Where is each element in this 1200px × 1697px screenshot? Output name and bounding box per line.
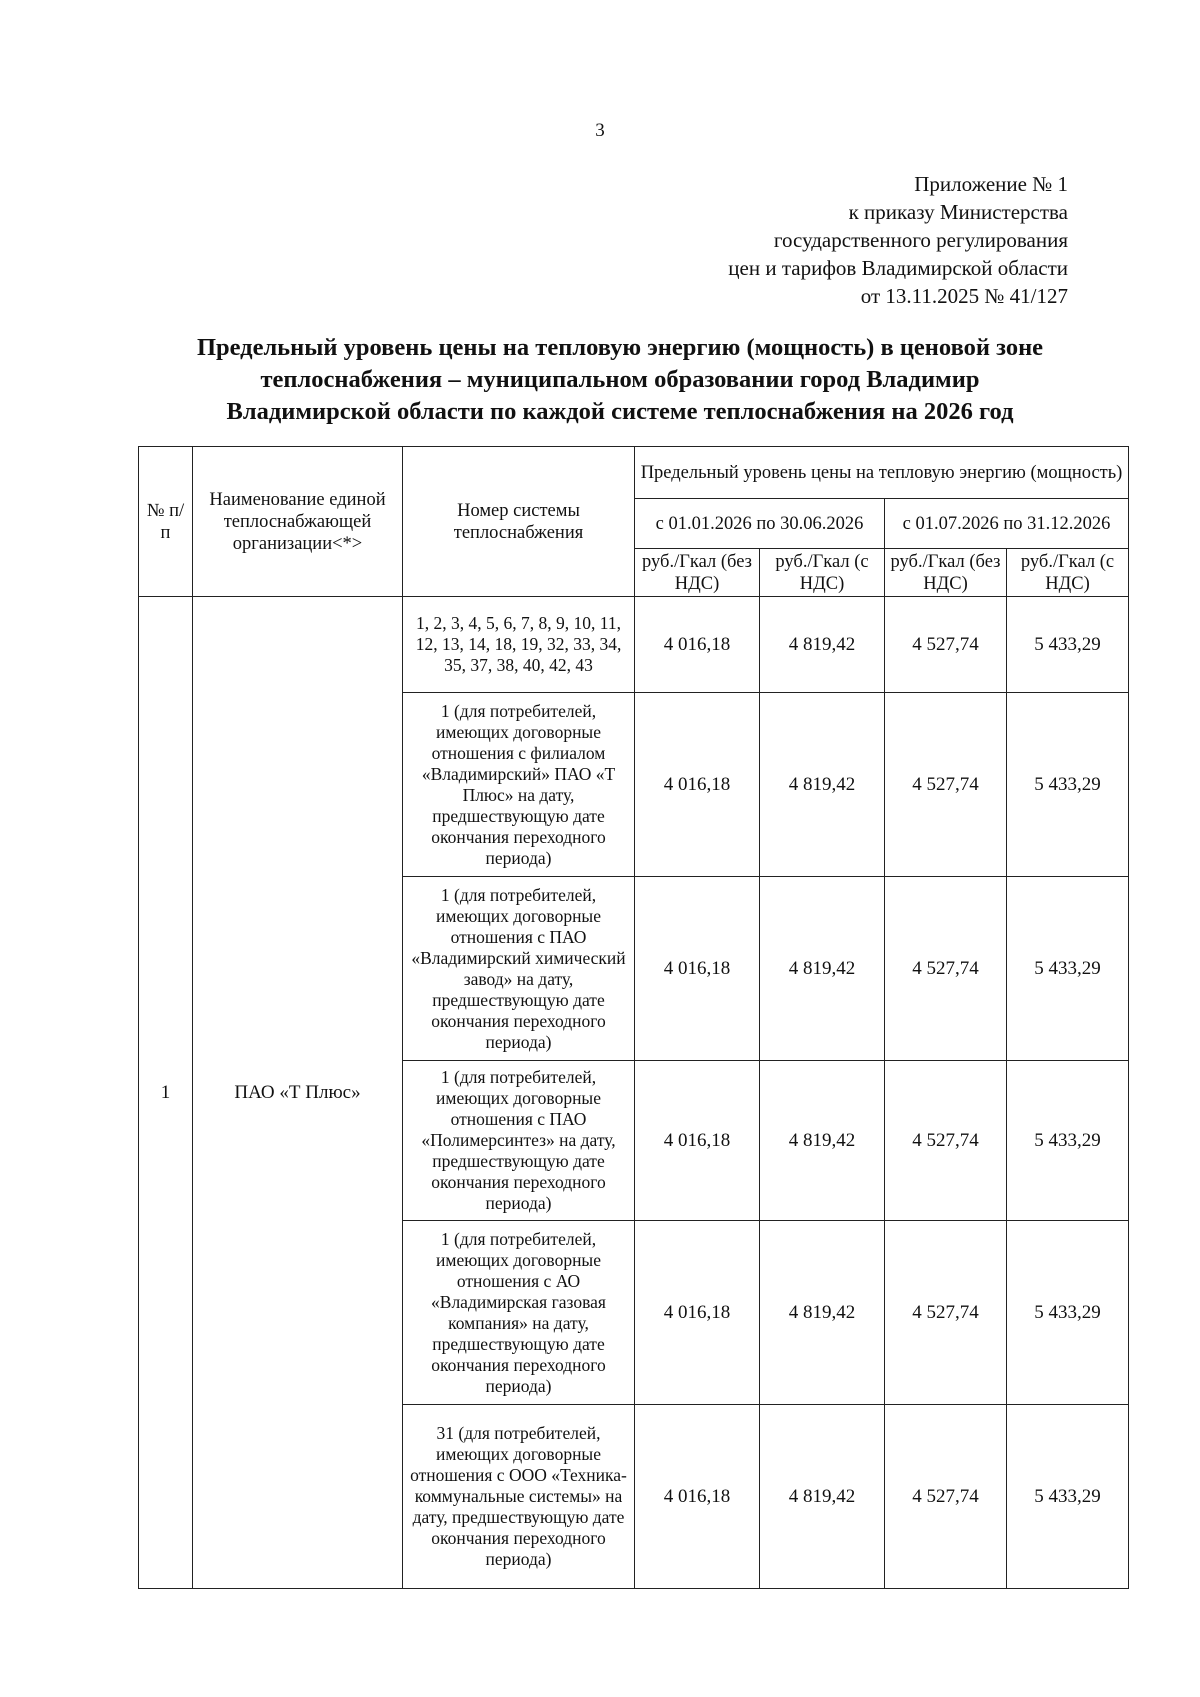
price-cell: 5 433,29 [1007, 1221, 1129, 1405]
appendix-line: Приложение № 1 [914, 172, 1068, 196]
appendix-line: государственного регулирования [773, 228, 1068, 252]
appendix-line: от 13.11.2025 № 41/127 [860, 284, 1068, 308]
header-org: Наименование единой теплоснабжающей организации<*> [193, 447, 403, 597]
price-cell: 4 016,18 [635, 1221, 760, 1405]
price-cell: 4 016,18 [635, 877, 760, 1061]
organization-name: ПАО «Т Плюс» [193, 597, 403, 1589]
header-num: № п/п [139, 447, 193, 597]
appendix-line: к приказу Министерства [848, 200, 1068, 224]
price-cell: 4 527,74 [885, 1221, 1007, 1405]
price-cell: 5 433,29 [1007, 1061, 1129, 1221]
price-cell: 4 016,18 [635, 1061, 760, 1221]
system-number: 1 (для потребителей, имеющих договорные отношения с ПАО «Владимирский химический завод» на дату, предшествующую дате окончания переходного периода) [403, 877, 635, 1061]
row-number: 1 [139, 597, 193, 1589]
system-number: 1 (для потребителей, имеющих договорные отношения с филиалом «Владимирский» ПАО «Т Плюс» на дату, предшествующую дате окончания переходного периода) [403, 693, 635, 877]
system-number: 1, 2, 3, 4, 5, 6, 7, 8, 9, 10, 11, 12, 13, 14, 18, 19, 32, 33, 34, 35, 37, 38, 40, 42, 43 [403, 597, 635, 693]
price-cell: 5 433,29 [1007, 693, 1129, 877]
header-unit: руб./Гкал (с НДС) [760, 549, 885, 597]
price-table [138, 446, 1129, 1589]
price-cell: 4 819,42 [760, 1405, 885, 1589]
price-cell: 5 433,29 [1007, 1405, 1129, 1589]
price-cell: 4 527,74 [885, 1405, 1007, 1589]
title-line: Владимирской области по каждой системе теплоснабжения на 2026 год [226, 398, 1014, 425]
price-cell: 4 016,18 [635, 693, 760, 877]
price-cell: 4 527,74 [885, 877, 1007, 1061]
document-title [150, 332, 1090, 428]
system-number: 1 (для потребителей, имеющих договорные отношения с АО «Владимирская газовая компания» на дату, предшествующую дате окончания переходного периода) [403, 1221, 635, 1405]
price-cell: 4 016,18 [635, 1405, 760, 1589]
price-cell: 4 819,42 [760, 1221, 885, 1405]
price-cell: 5 433,29 [1007, 597, 1129, 693]
header-system: Номер системы теплоснабжения [403, 447, 635, 597]
header-unit: руб./Гкал (без НДС) [635, 549, 760, 597]
header-period-1: с 01.01.2026 по 30.06.2026 [635, 499, 885, 549]
title-line: теплоснабжения – муниципальном образовании город Владимир [260, 366, 980, 393]
price-cell: 4 819,42 [760, 597, 885, 693]
price-cell: 5 433,29 [1007, 877, 1129, 1061]
price-cell: 4 819,42 [760, 877, 885, 1061]
page-number: 3 [595, 120, 605, 141]
price-cell: 4 016,18 [635, 597, 760, 693]
price-cell: 4 819,42 [760, 1061, 885, 1221]
header-price-level: Предельный уровень цены на тепловую энергию (мощность) [635, 447, 1129, 499]
header-unit: руб./Гкал (с НДС) [1007, 549, 1129, 597]
price-cell: 4 527,74 [885, 1061, 1007, 1221]
header-period-2: с 01.07.2026 по 31.12.2026 [885, 499, 1129, 549]
system-number: 1 (для потребителей, имеющих договорные отношения с ПАО «Полимерсинтез» на дату, предшествующую дате окончания переходного периода) [403, 1061, 635, 1221]
price-cell: 4 819,42 [760, 693, 885, 877]
appendix-line: цен и тарифов Владимирской области [728, 256, 1068, 280]
table-row [139, 597, 1129, 693]
appendix-block [548, 170, 1068, 310]
system-number: 31 (для потребителей, имеющих договорные отношения с ООО «Техника-коммунальные системы» на дату, предшествующую дате окончания переходного периода) [403, 1405, 635, 1589]
header-unit: руб./Гкал (без НДС) [885, 549, 1007, 597]
price-cell: 4 527,74 [885, 693, 1007, 877]
title-line: Предельный уровень цены на тепловую энергию (мощность) в ценовой зоне [196, 334, 1044, 361]
price-cell: 4 527,74 [885, 597, 1007, 693]
